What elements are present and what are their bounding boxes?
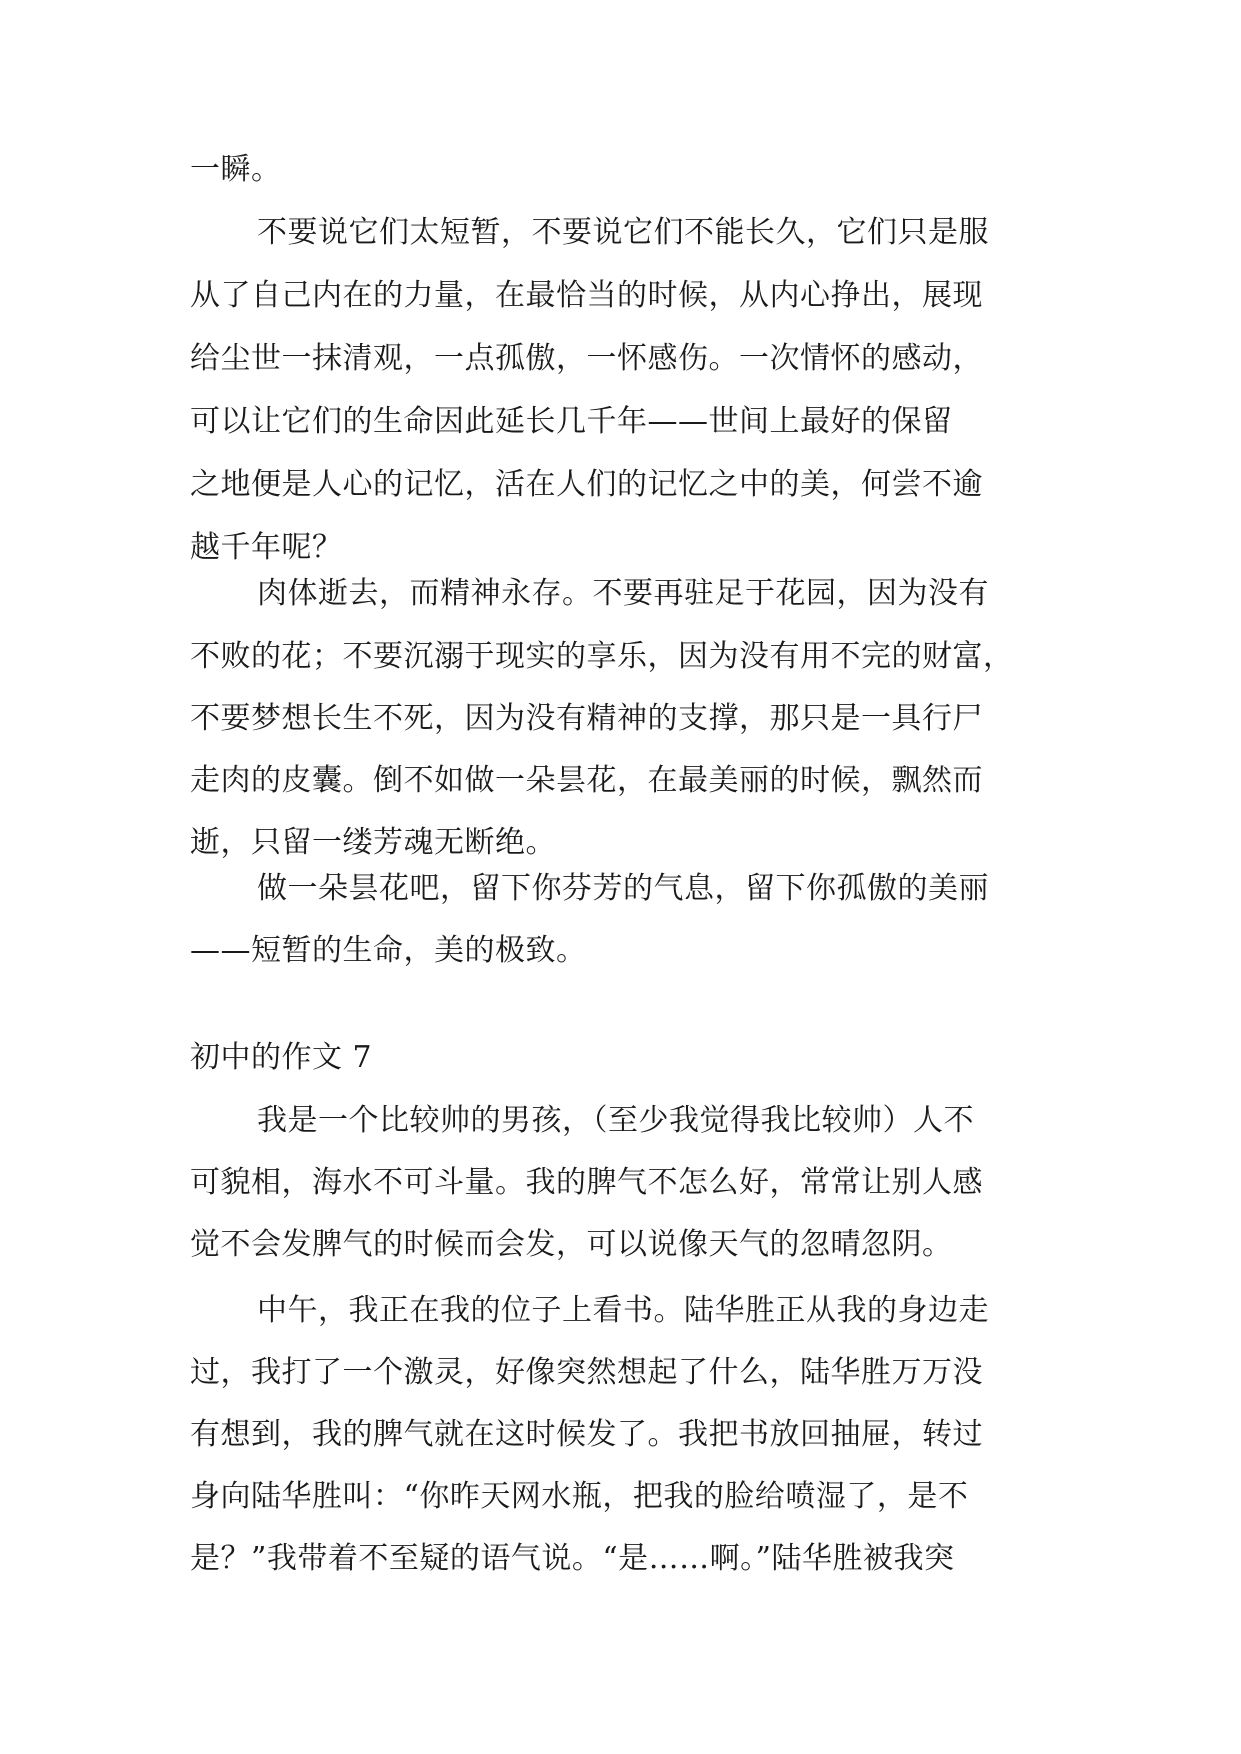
paragraph-first-line: 我是一个比较帅的男孩，（至少我觉得我比较帅）人不 (257, 1103, 974, 1138)
paragraph-first-line: 肉体逝去，而精神永存。不要再驻足于花园，因为没有 (257, 576, 989, 611)
text-line: 觉不会发脾气的时候而会发，可以说像天气的忽晴忽阴。 (190, 1227, 953, 1262)
text-line: 之地便是人心的记忆，活在人们的记忆之中的美，何尝不逾 (190, 467, 983, 502)
text-line: 从了自己内在的力量，在最恰当的时候，从内心挣出，展现 (190, 278, 983, 313)
paragraph-first-line: 做一朵昙花吧，留下你芬芳的气息，留下你孤傲的美丽 (257, 871, 989, 906)
paragraph-first-line: 中午，我正在我的位子上看书。陆华胜正从我的身边走 (257, 1293, 989, 1328)
text-line: 过，我打了一个激灵，好像突然想起了什么，陆华胜万万没 (190, 1355, 983, 1390)
text-line: 可以让它们的生命因此延长几千年——世间上最好的保留 (190, 404, 953, 439)
text-line: 不败的花；不要沉溺于现实的享乐，因为没有用不完的财富， (190, 639, 1014, 674)
paragraph-first-line: 不要说它们太短暂，不要说它们不能长久，它们只是服 (257, 215, 989, 250)
text-line: 逝，只留一缕芳魂无断绝。 (190, 825, 556, 860)
text-line: ——短暂的生命，美的极致。 (190, 933, 587, 968)
text-line: 有想到，我的脾气就在这时候发了。我把书放回抽屉，转过 (190, 1417, 983, 1452)
text-line: 不要梦想长生不死，因为没有精神的支撑，那只是一具行尸 (190, 701, 983, 736)
text-line: 是？”我带着不至疑的语气说。“是……啊。”陆华胜被我突 (190, 1541, 955, 1576)
text-line: 可貌相，海水不可斗量。我的脾气不怎么好，常常让别人感 (190, 1165, 983, 1200)
text-line: 越千年呢？ (190, 530, 343, 565)
text-line: 身向陆华胜叫：“你昨天网水瓶，把我的脸给喷湿了，是不 (190, 1479, 969, 1514)
text-line: 走肉的皮囊。倒不如做一朵昙花，在最美丽的时候，飘然而 (190, 763, 983, 798)
section-heading: 初中的作文 7 (190, 1040, 373, 1075)
text-line: 给尘世一抹清观，一点孤傲，一怀感伤。一次情怀的感动， (190, 341, 983, 376)
text-line: 一瞬。 (190, 152, 282, 187)
